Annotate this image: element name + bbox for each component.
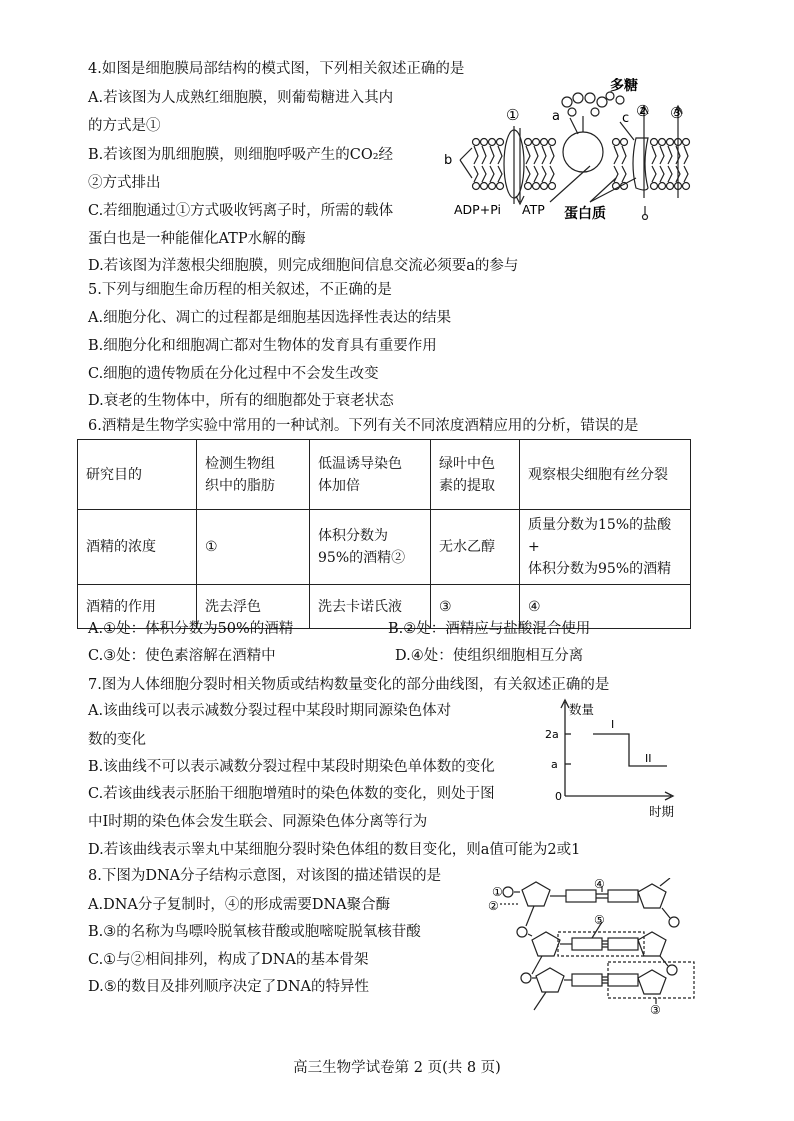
table-row — [78, 440, 691, 510]
graph-segment-1: I — [611, 718, 615, 731]
dna-structure-figure — [484, 878, 704, 1016]
table-cell: ③ — [431, 585, 520, 629]
graph-y-label: 数量 — [569, 702, 595, 717]
table-cell: 酒精的浓度 — [78, 510, 197, 585]
q5-option-d: D.衰老的生物体中，所有的细胞都处于衰老状态 — [88, 393, 394, 409]
q8-option-b: B.③的名称为鸟嘌呤脱氧核苷酸或胞嘧啶脱氧核苷酸 — [88, 924, 421, 940]
q8-option-a: A.DNA分子复制时，④的形成需要DNA聚合酶 — [88, 897, 391, 913]
q5-option-a: A.细胞分化、凋亡的过程都是细胞基因选择性表达的结果 — [88, 310, 452, 326]
q4-stem: 4.如图是细胞膜局部结构的模式图，下列相关叙述正确的是 — [88, 61, 465, 77]
label-3: ③ — [670, 104, 684, 122]
dna-label-4: ④ — [594, 878, 605, 891]
dna-label-3: ③ — [650, 1003, 661, 1016]
dna-label-1: ① — [492, 885, 503, 899]
graph-origin: 0 — [555, 790, 562, 803]
q7-option-a-line1: A.该曲线可以表示减数分裂过程中某段时期同源染色体对 — [88, 703, 452, 719]
q4-option-c-line2: 蛋白也是一种能催化ATP水解的酶 — [88, 231, 306, 247]
table-cell: 无水乙醇 — [431, 510, 520, 585]
q7-option-b: B.该曲线不可以表示减数分裂过程中某段时期染色单体数的变化 — [88, 759, 495, 775]
q4-option-b-line2: ②方式排出 — [88, 175, 161, 191]
table-cell: 洗去浮色 — [197, 585, 310, 629]
table-header-mitosis: 观察根尖细胞有丝分裂 — [520, 440, 691, 510]
graph-x-label: 时期 — [649, 804, 675, 819]
table-row — [78, 510, 691, 585]
q7-option-a-line2: 数的变化 — [88, 732, 146, 748]
graph-tick-a: a — [551, 758, 558, 771]
q7-option-c-line2: 中Ⅰ时期的染色体会发生联会、同源染色体分离等行为 — [88, 814, 428, 830]
q6-option-b: B.②处：酒精应与盐酸混合使用 — [388, 621, 591, 637]
membrane-figure — [440, 78, 700, 220]
dna-label-2: ② — [488, 899, 499, 913]
table-header-pigment: 绿叶中色 素的提取 — [431, 440, 520, 510]
label-b: b — [444, 153, 453, 168]
table-header-polyploid: 低温诱导染色 体加倍 — [310, 440, 431, 510]
alcohol-table — [77, 439, 691, 629]
table-cell: 体积分数为 95%的酒精② — [310, 510, 431, 585]
q4-option-b-line1: B.若该图为肌细胞膜，则细胞呼吸产生的CO₂经 — [88, 147, 394, 163]
q7-option-d: D.若该曲线表示睾丸中某细胞分裂时染色体组的数目变化，则a值可能为2或1 — [88, 842, 581, 858]
page-footer: 高三生物学试卷第 2 页(共 8 页) — [293, 1060, 501, 1076]
q5-option-c: C.细胞的遗传物质在分化过程中不会发生改变 — [88, 366, 379, 382]
graph-tick-2a: 2a — [545, 728, 559, 741]
q4-option-a-line1: A.若该图为人成熟红细胞膜，则葡萄糖进入其内 — [88, 90, 394, 106]
table-header-purpose: 研究目的 — [78, 440, 197, 510]
label-2: ② — [636, 102, 650, 120]
q8-stem: 8.下图为DNA分子结构示意图，对该图的描述错误的是 — [88, 868, 442, 884]
q8-option-c: C.①与②相间排列，构成了DNA的基本骨架 — [88, 952, 369, 968]
q7-stem: 7.图为人体细胞分裂时相关物质或结构数量变化的部分曲线图，有关叙述正确的是 — [88, 677, 610, 693]
q4-option-d: D.若该图为洋葱根尖细胞膜，则完成细胞间信息交流必须要a的参与 — [88, 258, 519, 274]
label-adp-pi: ADP+Pi — [454, 202, 501, 217]
polysaccharide-label: 多糖 — [610, 78, 638, 94]
table-cell: 洗去卡诺氏液 — [310, 585, 431, 629]
q5-stem: 5.下列与细胞生命历程的相关叙述，不正确的是 — [88, 282, 392, 298]
label-atp: ATP — [522, 202, 545, 217]
q4-option-a-line2: 的方式是① — [88, 118, 161, 134]
q6-option-a: A.①处：体积分数为50%的酒精 — [88, 621, 294, 637]
table-header-fat: 检测生物组 织中的脂肪 — [197, 440, 310, 510]
label-protein: 蛋白质 — [564, 206, 606, 220]
q6-option-d: D.④处：使组织细胞相互分离 — [395, 648, 584, 664]
graph-segment-2: II — [645, 752, 652, 765]
label-1: ① — [506, 106, 520, 124]
table-cell: ④ — [520, 585, 691, 629]
q7-option-c-line1: C.若该曲线表示胚胎干细胞增殖时的染色体数的变化，则处于图 — [88, 786, 495, 802]
label-a: a — [552, 109, 560, 124]
q6-option-c: C.③处：使色素溶解在酒精中 — [88, 648, 276, 664]
dna-label-5: ⑤ — [594, 913, 605, 927]
q6-stem: 6.酒精是生物学实验中常用的一种试剂。下列有关不同浓度酒精应用的分析，错误的是 — [88, 418, 639, 434]
table-cell: ① — [197, 510, 310, 585]
q4-option-c-line1: C.若细胞通过①方式吸收钙离子时，所需的载体 — [88, 203, 394, 219]
label-c: c — [622, 111, 630, 126]
table-cell: 酒精的作用 — [78, 585, 197, 629]
quantity-graph — [545, 694, 685, 820]
table-cell: 质量分数为15%的盐酸+ 体积分数为95%的酒精 — [520, 510, 691, 585]
q8-option-d: D.⑤的数目及排列顺序决定了DNA的特异性 — [88, 979, 369, 995]
q5-option-b: B.细胞分化和细胞凋亡都对生物体的发育具有重要作用 — [88, 338, 437, 354]
